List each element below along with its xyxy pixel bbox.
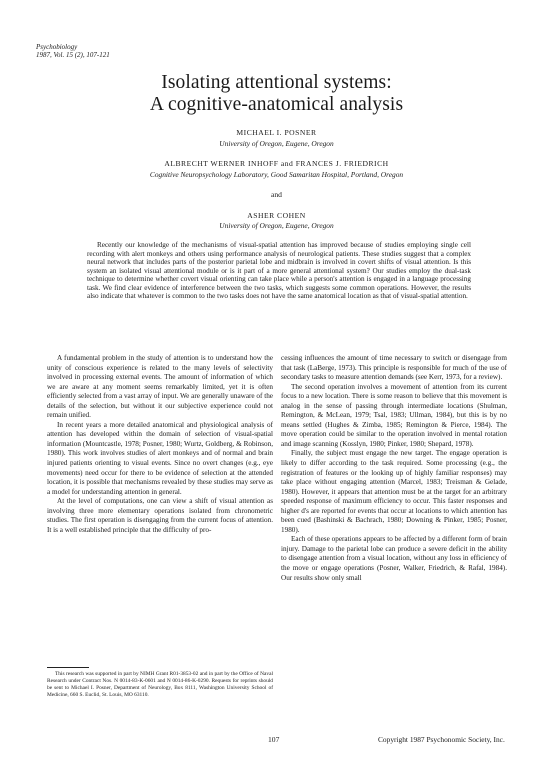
paragraph: Finally, the subject must engage the new target. The engage operation is likely to differ according to the task required. Some processing (e.g., the registration of features or the looking up of highly familiar responses) may take place without engaging attention (Marcel, 1983; Treisman & Gelade, 1980). However, it appears that attention must be at the target for an arbitrary speeded response of maximum efficiency to occur. This faster responses and higher d's are reported for events that occur at locations to which attention has been cued (Bashinski & Bachrach, 1980; Downing & Pinker, 1985; Posner, 1980). bbox=[281, 449, 507, 534]
affiliation-oregon-2: University of Oregon, Eugene, Oregon bbox=[219, 221, 334, 230]
paragraph: Each of these operations appears to be affected by a different form of brain injury. Damage to the parietal lobe can produce a severe deficit in the ability to disengage attention from a visual location, without any loss in efficiency of the move or engage operations (Posner, Walker, Friedrich, & Rafal, 1984). Our results show only small bbox=[281, 535, 507, 582]
paper-title bbox=[0, 72, 553, 116]
author-conjunction: and bbox=[271, 190, 282, 199]
journal-name: Psychobiology bbox=[36, 43, 78, 51]
footnote-text: This research was supported in part by NIMH Grant R01-3853-02 and in part by the Office of Naval Research under Contract Nos. N 0014-83-K-0601 and N 0014-86-K-0290. Requests for reprints should be sent to Michael I. Posner, Department of Neurology, Box 8111, Washington University School of Medicine, 660 S. Euclid, St. Louis, MO 63110. bbox=[47, 671, 273, 699]
abstract: Recently our knowledge of the mechanisms of visual-spatial attention has improved because of studies employing single cell recording with alert monkeys and others using performance analysis of neurological patients. These studies suggest that a complex neural network that includes parts of the posterior parietal lobe and midbrain is involved in covert shifts of visual attention. Is this system an isolated visual attentional module or is it part of a more general attentional system? Our studies employ the dual-task technique to determine whether covert visual orienting can take place while a person's attention is engaged in a language processing task. We find clear evidence of interference between the two tasks, which suggests some common operations. However, the results also indicate that whatever is common to the two tasks does not have the same anatomical location as that of visual-spatial attention. bbox=[87, 241, 471, 301]
footnote bbox=[47, 671, 273, 699]
copyright-notice: Copyright 1987 Psychonomic Society, Inc. bbox=[378, 735, 505, 744]
journal-citation: 1987, Vol. 15 (2), 107-121 bbox=[36, 51, 110, 60]
paragraph: At the level of computations, one can view a shift of visual attention as involving three more elementary operations isolated from chronometric studies. The first operation is disengaging from the current focus of attention. It is a well established principle that the difficulty of pro- bbox=[47, 497, 273, 534]
body-column-left bbox=[47, 354, 273, 535]
paragraph: A fundamental problem in the study of attention is to understand how the unity of conscious experience is related to the many levels of selectivity involved in processing external events. The amount of information of which we are aware at any moment seems remarkably limited, yet it is often efficiently selected from a vast array of input. We are generally unaware of the details of the selection, but without it our subjective experience could not remain unified. bbox=[47, 354, 273, 420]
paragraph: The second operation involves a movement of attention from its current focus to a new location. There is some reason to believe that this movement is analog in the sense of passing through intermediate locations (Shulman, Remington, & McLean, 1979; Tsal, 1983; Ullman, 1984), but this is by no means settled (Hughes & Zimba, 1985; Remington & Pierce, 1984). The move operation could be similar to the operation involved in mental rotation and image scanning (Kosslyn, 1980; Pinker, 1980; Shepard, 1978). bbox=[281, 382, 507, 448]
affiliation-oregon: University of Oregon, Eugene, Oregon bbox=[219, 139, 334, 148]
paragraph: cessing influences the amount of time necessary to switch or disengage from that task (LaBerge, 1973). This principle is responsible for much of the use of secondary tasks to measure attention demands (see Kerr, 1973, for a review). bbox=[281, 354, 507, 382]
page-number: 107 bbox=[268, 735, 280, 744]
footnote-rule bbox=[47, 667, 89, 668]
affiliation-good-samaritan: Cognitive Neuropsychology Laboratory, Good Samaritan Hospital, Portland, Oregon bbox=[149, 170, 404, 179]
author-inhoff-friedrich: ALBRECHT WERNER INHOFF and FRANCES J. FRIEDRICH bbox=[164, 159, 389, 168]
body-column-right bbox=[281, 354, 507, 583]
title-line-1: Isolating attentional systems: bbox=[161, 72, 392, 93]
author-posner: MICHAEL I. POSNER bbox=[236, 128, 317, 137]
author-cohen: ASHER COHEN bbox=[247, 211, 306, 220]
title-line-2: A cognitive-anatomical analysis bbox=[149, 94, 404, 115]
journal-header bbox=[36, 43, 110, 59]
paragraph: In recent years a more detailed anatomical and physiological analysis of attention has developed within the domain of selection of visual-spatial information (Mountcastle, 1978; Posner, 1980; Wurtz, Goldberg, & Robinson, 1980). This work involves studies of alert monkeys and of normal and brain injured patients orienting to visual events. Since no overt changes (e.g., eye movements) need occur for there to be evidence of selection at the attended location, it is possible that mechanisms revealed by these studies may serve as a model for understanding attention in general. bbox=[47, 420, 273, 496]
